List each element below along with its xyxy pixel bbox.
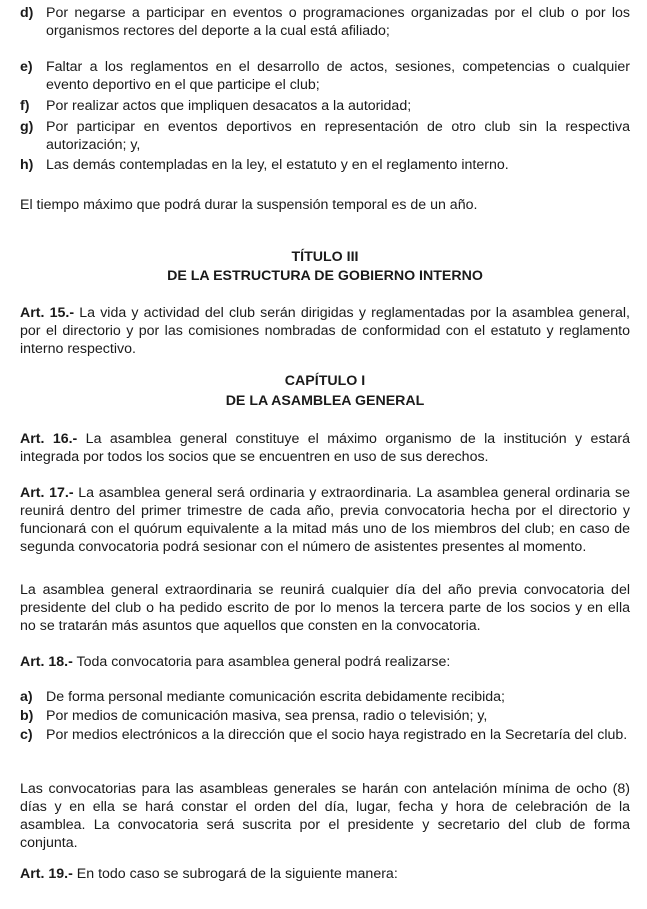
list-letter: d) bbox=[20, 5, 34, 21]
article-label: Art. 15.- bbox=[20, 305, 75, 321]
list-item-e bbox=[20, 58, 630, 94]
list-text: Por medios electrónicos a la dirección que el socio haya registrado en la Secretaría del club. bbox=[46, 727, 628, 743]
list-letter: g) bbox=[20, 119, 34, 135]
convocatorias-paragraph: Las convocatorias para las asambleas generales se harán con antelación mínima de ocho (8) días y en ella se hará constar el orden del día, lugar, fecha y hora de celebración de la asamblea. La convocatoria será suscrita por el presidente y secretario del club de forma conjunta. bbox=[20, 781, 630, 851]
list-item-h bbox=[20, 156, 630, 174]
list-text: Faltar a los reglamentos en el desarrollo de actos, sesiones, competencias o cualquier evento deportivo en el que participe el club; bbox=[46, 59, 630, 93]
article-text: En todo caso se subrogará de la siguiente manera: bbox=[72, 866, 398, 882]
list-text: Por participar en eventos deportivos en representación de otro club sin la respectiva autorización; y, bbox=[46, 119, 630, 153]
extraordinaria-paragraph: La asamblea general extraordinaria se reunirá cualquier día del año previa convocatoria del presidente del club o ha pedido escrito de por lo menos la tercera parte de los socios y en ella no se tratarán más asuntos que aquellos que consten en la convocatoria. bbox=[20, 582, 630, 634]
article-text: La asamblea general constituye el máximo organismo de la institución y estará integrada por todos los socios que se encuentren en uso de sus derechos. bbox=[20, 431, 630, 465]
list-item-d bbox=[20, 4, 630, 40]
article-text: Toda convocatoria para asamblea general podrá realizarse: bbox=[72, 654, 451, 670]
article-text: La asamblea general será ordinaria y extraordinaria. La asamblea general ordinaria se reunirá dentro del primer trimestre de cada año, previa convocatoria hecha por el directorio y funcionará con el quórum equivalente a la mitad más uno de los miembros del club; en caso de segunda convocatoria podrá sesionar con el número de asistentes presentes al momento. bbox=[20, 485, 631, 555]
list-text: Las demás contempladas en la ley, el estatuto y en el reglamento interno. bbox=[46, 157, 509, 173]
list-item-a bbox=[20, 688, 630, 706]
article-label: Art. 19.- bbox=[20, 866, 73, 882]
list-text: Por medios de comunicación masiva, sea prensa, radio o televisión; y, bbox=[46, 708, 488, 724]
list-item-b bbox=[20, 707, 630, 725]
article-label: Art. 17.- bbox=[20, 485, 74, 501]
titulo-name: DE LA ESTRUCTURA DE GOBIERNO INTERNO bbox=[167, 268, 483, 284]
list-item-f bbox=[20, 97, 630, 115]
suspension-paragraph: El tiempo máximo que podrá durar la suspensión temporal es de un año. bbox=[20, 197, 478, 213]
article-label: Art. 18.- bbox=[20, 654, 73, 670]
list-text: Por negarse a participar en eventos o programaciones organizadas por el club o por los organismos rectores del deporte a la cual está afiliado; bbox=[46, 5, 630, 39]
list-letter: f) bbox=[20, 98, 30, 114]
article-18 bbox=[20, 653, 630, 671]
list-text: De forma personal mediante comunicación escrita debidamente recibida; bbox=[46, 689, 505, 705]
titulo-number: TÍTULO III bbox=[291, 249, 359, 265]
capitulo-name: DE LA ASAMBLEA GENERAL bbox=[225, 393, 425, 409]
article-19 bbox=[20, 865, 630, 883]
article-17 bbox=[20, 484, 630, 556]
article-16 bbox=[20, 430, 630, 466]
list-letter: h) bbox=[20, 157, 34, 173]
capitulo-number: CAPÍTULO I bbox=[284, 373, 366, 389]
list-text: Por realizar actos que impliquen desacatos a la autoridad; bbox=[46, 98, 412, 114]
article-label: Art. 16.- bbox=[20, 431, 78, 447]
list-item-c bbox=[20, 726, 630, 744]
article-15 bbox=[20, 304, 630, 358]
list-item-g bbox=[20, 118, 630, 154]
list-letter: a) bbox=[20, 689, 33, 705]
list-letter: c) bbox=[20, 727, 33, 743]
article-text: La vida y actividad del club serán dirigidas y reglamentadas por la asamblea general, por el directorio y por las comisiones nombradas de conformidad con el estatuto y reglamento interno respectivo. bbox=[20, 305, 630, 357]
list-letter: b) bbox=[20, 708, 34, 724]
list-letter: e) bbox=[20, 59, 33, 75]
